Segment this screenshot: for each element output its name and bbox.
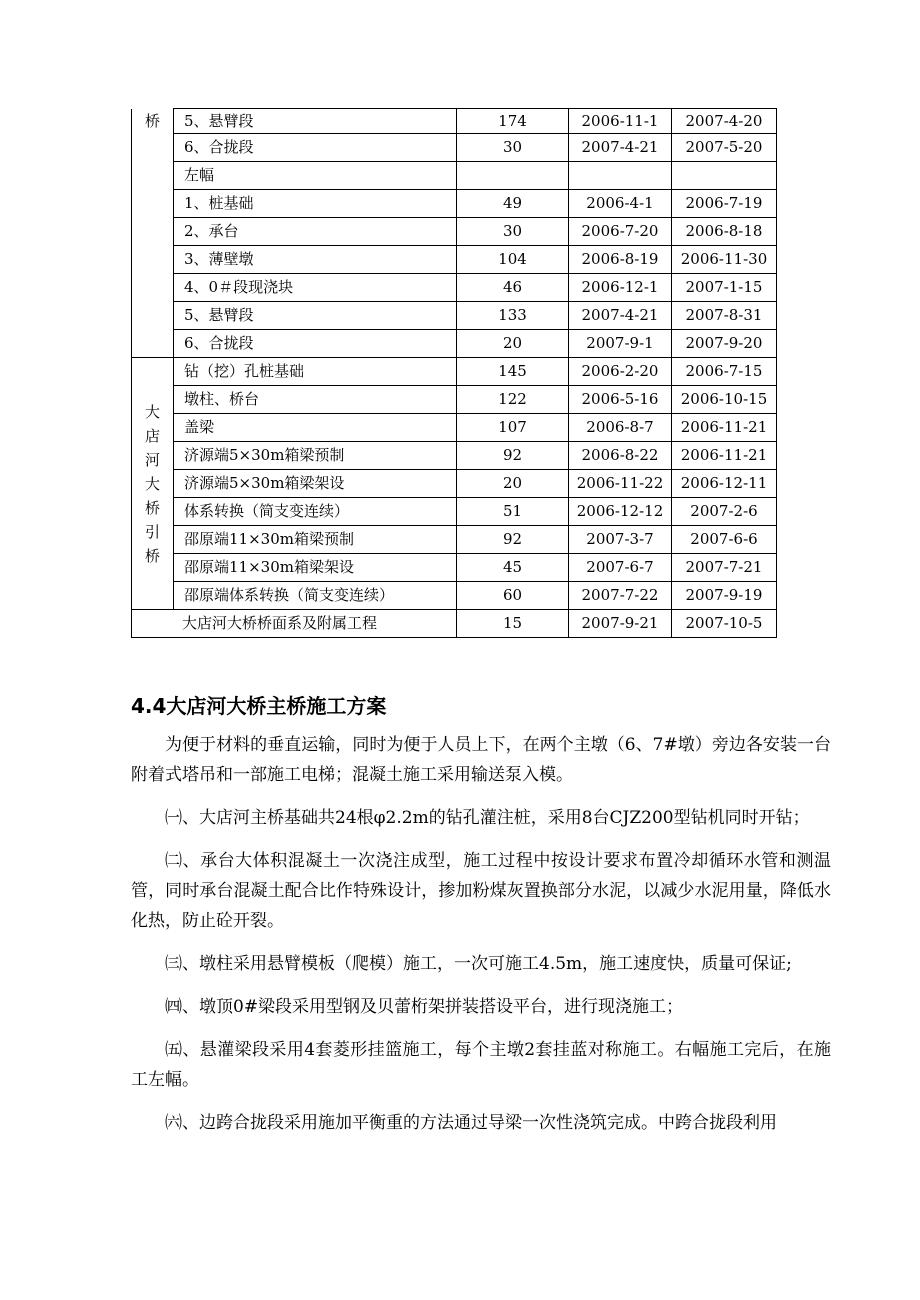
table-row xyxy=(132,498,777,526)
group-cell-approach-bridge xyxy=(132,358,174,610)
end-date-cell xyxy=(672,162,777,190)
start-date-cell: 2006-7-20 xyxy=(569,218,672,246)
days-cell: 20 xyxy=(457,470,569,498)
group-label: 桥 xyxy=(144,111,160,130)
item-cell: 5、悬臂段 xyxy=(174,302,457,330)
item-cell: 2、承台 xyxy=(174,218,457,246)
item-cell: 钻（挖）孔桩基础 xyxy=(174,358,457,386)
days-cell: 46 xyxy=(457,274,569,302)
end-date-cell: 2007-4-20 xyxy=(672,109,777,134)
start-date-cell: 2007-9-1 xyxy=(569,330,672,358)
start-date-cell: 2006-12-1 xyxy=(569,274,672,302)
end-date-cell: 2006-8-18 xyxy=(672,218,777,246)
item-cell: 邵原端11×30m箱梁架设 xyxy=(174,554,457,582)
paragraph: ㈠、大店河主桥基础共24根φ2.2m的钻孔灌注桩，采用8台CJZ200型钻机同时开钻； xyxy=(165,808,810,828)
construction-schedule-table xyxy=(131,108,777,638)
days-cell: 122 xyxy=(457,386,569,414)
table-row xyxy=(132,162,777,190)
days-cell xyxy=(457,162,569,190)
days-cell: 174 xyxy=(457,109,569,134)
table-row xyxy=(132,610,777,638)
item-cell: 盖梁 xyxy=(174,414,457,442)
item-cell: 邵原端体系转换（简支变连续） xyxy=(174,582,457,610)
table-row xyxy=(132,246,777,274)
item-cell: 邵原端11×30m箱梁预制 xyxy=(174,526,457,554)
item-cell: 墩柱、桥台 xyxy=(174,386,457,414)
end-date-cell: 2007-6-6 xyxy=(672,526,777,554)
end-date-cell: 2006-7-19 xyxy=(672,190,777,218)
table-row xyxy=(132,330,777,358)
days-cell: 15 xyxy=(457,610,569,638)
item-cell: 大店河大桥桥面系及附属工程 xyxy=(132,610,457,638)
table-row xyxy=(132,386,777,414)
item-cell: 6、合拢段 xyxy=(174,134,457,162)
start-date-cell: 2007-4-21 xyxy=(569,302,672,330)
table-row xyxy=(132,442,777,470)
days-cell: 92 xyxy=(457,526,569,554)
days-cell: 107 xyxy=(457,414,569,442)
start-date-cell: 2006-4-1 xyxy=(569,190,672,218)
start-date-cell: 2006-5-16 xyxy=(569,386,672,414)
table-row xyxy=(132,470,777,498)
end-date-cell: 2007-8-31 xyxy=(672,302,777,330)
end-date-cell: 2006-10-15 xyxy=(672,386,777,414)
start-date-cell: 2006-11-1 xyxy=(569,109,672,134)
days-cell: 49 xyxy=(457,190,569,218)
end-date-cell: 2006-12-11 xyxy=(672,470,777,498)
start-date-cell: 2007-4-21 xyxy=(569,134,672,162)
item-cell: 4、0＃段现浇块 xyxy=(174,274,457,302)
days-cell: 133 xyxy=(457,302,569,330)
table-row xyxy=(132,582,777,610)
end-date-cell: 2007-1-15 xyxy=(672,274,777,302)
end-date-cell: 2007-10-5 xyxy=(672,610,777,638)
table-row xyxy=(132,218,777,246)
end-date-cell: 2006-11-21 xyxy=(672,442,777,470)
group-label: 大店河大桥引桥 xyxy=(144,402,160,565)
section-body xyxy=(131,730,831,1151)
item-cell: 左幅 xyxy=(174,162,457,190)
group-cell-main-bridge xyxy=(132,109,174,358)
start-date-cell xyxy=(569,162,672,190)
end-date-cell: 2007-9-20 xyxy=(672,330,777,358)
paragraph: 为便于材料的垂直运输，同时为便于人员上下，在两个主墩（6、7#墩）旁边各安装一台附着式塔吊和一部施工电梯；混凝土施工采用输送泵入模。 xyxy=(131,735,831,785)
start-date-cell: 2007-7-22 xyxy=(569,582,672,610)
table-row xyxy=(132,358,777,386)
item-cell: 1、桩基础 xyxy=(174,190,457,218)
table-row xyxy=(132,554,777,582)
start-date-cell: 2006-2-20 xyxy=(569,358,672,386)
end-date-cell: 2006-11-21 xyxy=(672,414,777,442)
start-date-cell: 2007-3-7 xyxy=(569,526,672,554)
days-cell: 20 xyxy=(457,330,569,358)
start-date-cell: 2007-6-7 xyxy=(569,554,672,582)
table-row xyxy=(132,190,777,218)
start-date-cell: 2006-8-22 xyxy=(569,442,672,470)
end-date-cell: 2007-5-20 xyxy=(672,134,777,162)
start-date-cell: 2006-12-12 xyxy=(569,498,672,526)
table-row xyxy=(132,414,777,442)
table-row xyxy=(132,274,777,302)
end-date-cell: 2006-11-30 xyxy=(672,246,777,274)
end-date-cell: 2007-2-6 xyxy=(672,498,777,526)
item-cell: 济源端5×30m箱梁架设 xyxy=(174,470,457,498)
days-cell: 92 xyxy=(457,442,569,470)
paragraph: ㈣、墩顶0#梁段采用型钢及贝蕾桁架拼装搭设平台，进行现浇施工； xyxy=(165,997,684,1017)
item-cell: 济源端5×30m箱梁预制 xyxy=(174,442,457,470)
item-cell: 5、悬臂段 xyxy=(174,109,457,134)
start-date-cell: 2006-8-7 xyxy=(569,414,672,442)
start-date-cell: 2006-11-22 xyxy=(569,470,672,498)
days-cell: 51 xyxy=(457,498,569,526)
start-date-cell: 2006-8-19 xyxy=(569,246,672,274)
paragraph: ㈡、承台大体积混凝土一次浇注成型，施工过程中按设计要求布置冷却循环水管和测温管，同时承台混凝土配合比作特殊设计，掺加粉煤灰置换部分水泥，以减少水泥用量，降低水化热，防止砼开裂。 xyxy=(131,851,831,931)
days-cell: 104 xyxy=(457,246,569,274)
start-date-cell: 2007-9-21 xyxy=(569,610,672,638)
section-heading: 4.4大店河大桥主桥施工方案 xyxy=(131,694,387,718)
table-row xyxy=(132,526,777,554)
table-row xyxy=(132,109,777,134)
paragraph: ㈢、墩柱采用悬臂模板（爬模）施工，一次可施工4.5m，施工速度快，质量可保证; xyxy=(165,954,792,974)
table-row xyxy=(132,302,777,330)
item-cell: 体系转换（简支变连续） xyxy=(174,498,457,526)
days-cell: 30 xyxy=(457,134,569,162)
end-date-cell: 2007-9-19 xyxy=(672,582,777,610)
end-date-cell: 2006-7-15 xyxy=(672,358,777,386)
end-date-cell: 2007-7-21 xyxy=(672,554,777,582)
days-cell: 145 xyxy=(457,358,569,386)
item-cell: 6、合拢段 xyxy=(174,330,457,358)
days-cell: 60 xyxy=(457,582,569,610)
table-row xyxy=(132,134,777,162)
item-cell: 3、薄壁墩 xyxy=(174,246,457,274)
paragraph: ㈥、边跨合拢段采用施加平衡重的方法通过导梁一次性浇筑完成。中跨合拢段利用 xyxy=(165,1113,777,1133)
paragraph: ㈤、悬灌梁段采用4套菱形挂篮施工，每个主墩2套挂蓝对称施工。右幅施工完后，在施工左幅。 xyxy=(131,1040,831,1090)
days-cell: 30 xyxy=(457,218,569,246)
days-cell: 45 xyxy=(457,554,569,582)
